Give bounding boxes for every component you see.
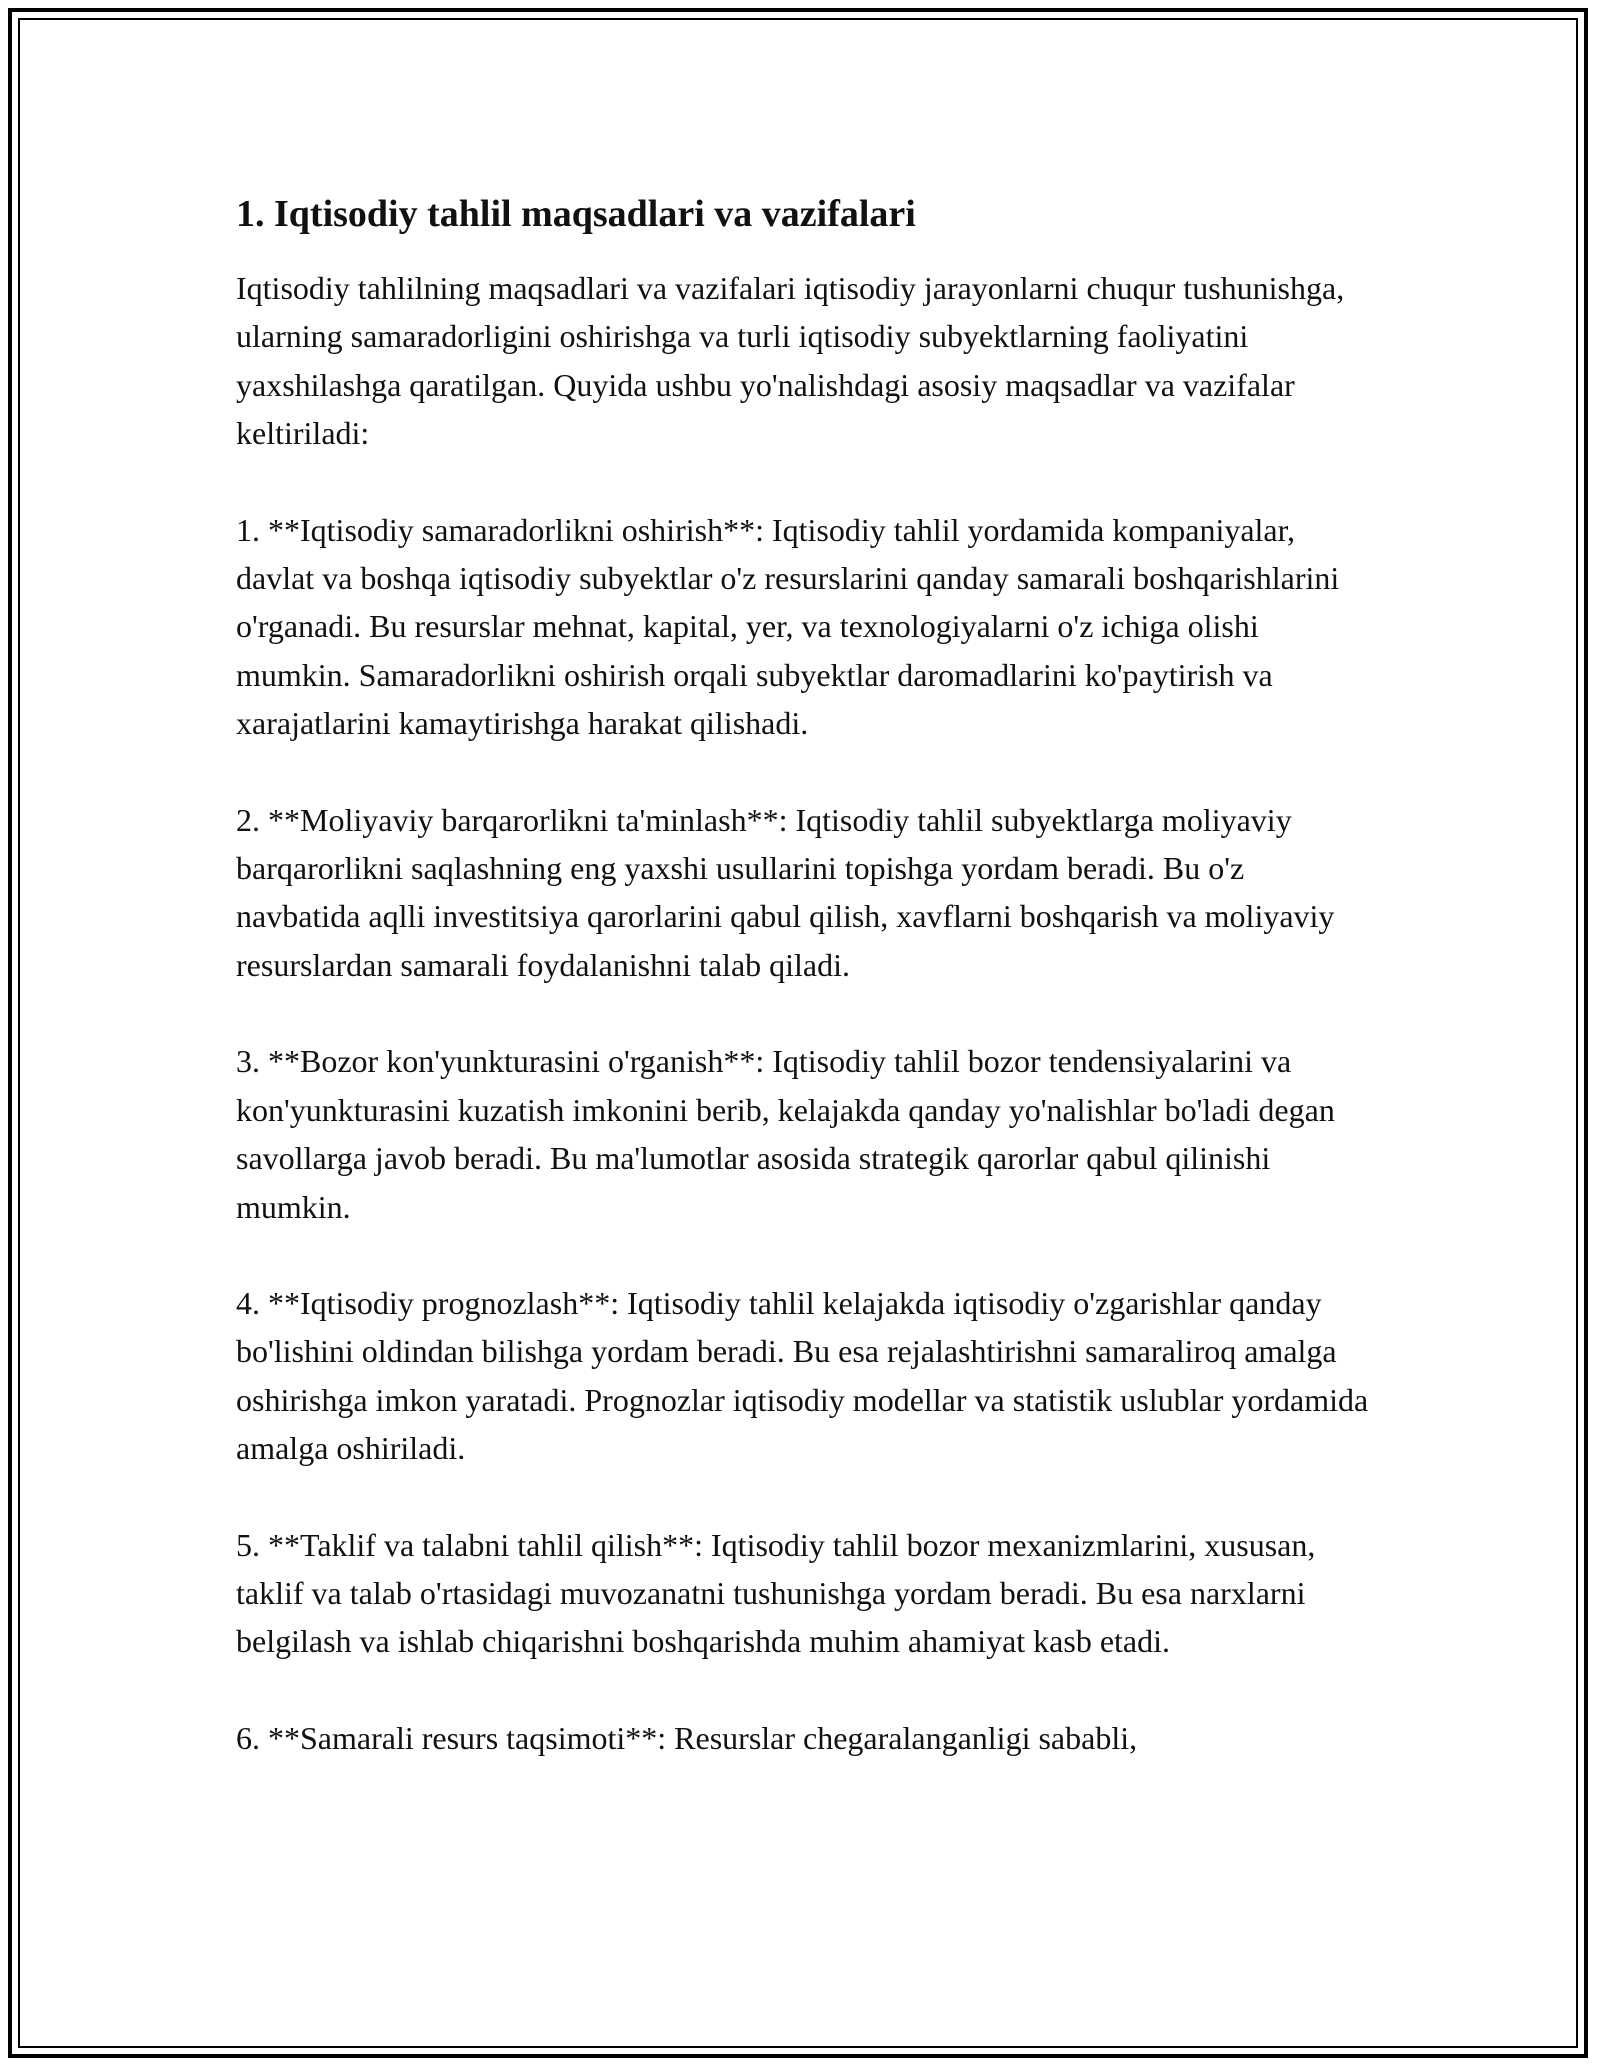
paragraph-item-4: 4. **Iqtisodiy prognozlash**: Iqtisodiy tahlil kelajakda iqtisodiy o'zgarishlar qanday bo'lishini oldindan bilishga yordam beradi. Bu esa rejalashtirishni samaraliroq amalga oshirishga imkon yaratadi. Prognozlar iqtisodiy modellar va statistik uslublar yordamida amalga oshiriladi. bbox=[236, 1284, 1369, 1467]
paragraph-item-1: 1. **Iqtisodiy samaradorlikni oshirish**: Iqtisodiy tahlil yordamida kompaniyalar, davlat va boshqa iqtisodiy subyektlar o'z resurslarini qanday samarali boshqarishlarini o'rganadi. Bu resurslar mehnat, kapital, yer, va texnologiyalarni o'z ichiga olishi mumkin. Samaradorlikni oshirish orqali subyektlar daromadlarini ko'paytirish va xarajatlarini kamaytirishga harakat qilishadi. bbox=[236, 511, 1340, 742]
document-title: 1. Iqtisodiy tahlil maqsadlari va vazifalari bbox=[236, 193, 916, 235]
document-body bbox=[236, 190, 1376, 1810]
paragraph-item-5: 5. **Taklif va talabni tahlil qilish**: Iqtisodiy tahlil bozor mexanizmlarini, xususan, taklif va talab o'rtasidagi muvozanatni tushunishga yordam beradi. Bu esa narxlarni belgilash va ishlab chiqarishni boshqarishda muhim ahamiyat kasb etadi. bbox=[236, 1526, 1316, 1660]
paragraph-item-2: 2. **Moliyaviy barqarorlikni ta'minlash**: Iqtisodiy tahlil subyektlarga moliyaviy barqarorlikni saqlashning eng yaxshi usullarini topishga yordam beradi. Bu o'z navbatida aqlli investitsiya qarorlarini qabul qilish, xavflarni boshqarish va moliyaviy resurslardan samarali foydalanishni talab qiladi. bbox=[236, 801, 1335, 983]
paragraph-item-6: 6. **Samarali resurs taqsimoti**: Resurslar chegaralanganligi sababli, bbox=[236, 1719, 1138, 1756]
paragraph-item-3: 3. **Bozor kon'yunkturasini o'rganish**: Iqtisodiy tahlil bozor tendensiyalarini va kon'yunkturasini kuzatish imkonini berib, kelajakda qanday yo'nalishlar bo'ladi degan savollarga javob beradi. Bu ma'lumotlar asosida strategik qarorlar qabul qilinishi mumkin. bbox=[236, 1043, 1335, 1225]
intro-paragraph: Iqtisodiy tahlilning maqsadlari va vazifalari iqtisodiy jarayonlarni chuqur tushunishga, ularning samaradorligini oshirishga va turli iqtisodiy subyektlarning faoliyatini yaxshilashga qaratilgan. Quyida ushbu yo'nalishdagi asosiy maqsadlar va vazifalar keltiriladi: bbox=[236, 270, 1345, 452]
